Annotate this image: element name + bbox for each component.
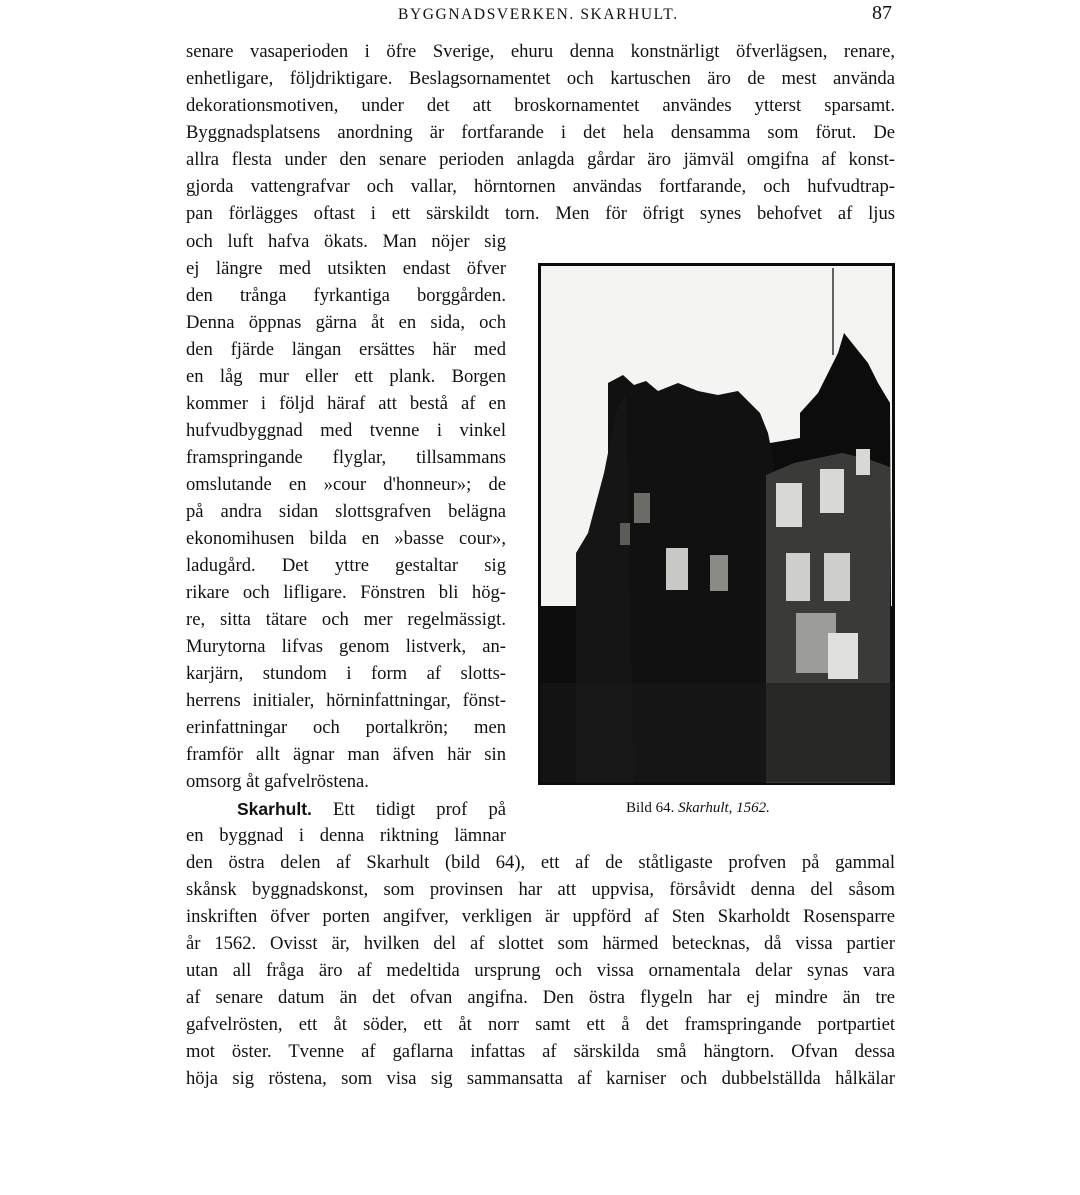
castle-photograph bbox=[538, 263, 895, 785]
window bbox=[710, 555, 728, 591]
text-line: hufvudbyggnad med tvenne i vinkel bbox=[186, 420, 506, 441]
text-line: ekonomihusen bilda en »basse cour», bbox=[186, 528, 506, 549]
text-line: dekorationsmotiven, under det att broskornamentet användes ytterst sparsamt. bbox=[186, 95, 895, 116]
text-line: gafvelrösten, ett åt söder, ett åt norr samt ett å det framspringande portpartiet bbox=[186, 1014, 895, 1035]
window bbox=[620, 523, 630, 545]
figure-caption bbox=[626, 800, 770, 817]
running-head: BYGGNADSVERKEN. SKARHULT. bbox=[398, 6, 679, 23]
text-line: Murytorna lifvas genom listverk, an- bbox=[186, 636, 506, 657]
text-line: år 1562. Ovisst är, hvilken del af slottet som härmed betecknas, då vissa partier bbox=[186, 933, 895, 954]
text-line: erinfattningar och portalkrön; men bbox=[186, 717, 506, 738]
page-number: 87 bbox=[872, 2, 892, 24]
portal bbox=[828, 633, 858, 679]
text-line: kommer i följd häraf att bestå af en bbox=[186, 393, 506, 414]
text-line: pan förlägges oftast i ett särskildt torn. Men för öfrigt synes behofvet af ljus bbox=[186, 203, 895, 224]
text-line: senare vasaperioden i öfre Sverige, ehuru denna konstnärligt öfverlägsen, renare, bbox=[186, 41, 895, 62]
text-line: på andra sidan slottsgrafven belägna bbox=[186, 501, 506, 522]
text-line: en låg mur eller ett plank. Borgen bbox=[186, 366, 506, 387]
text-line: ladugård. Det yttre gestaltar sig bbox=[186, 555, 506, 576]
text-line: enhetligare, följdriktigare. Beslagsornamentet och kartuschen äro de mest använda bbox=[186, 68, 895, 89]
text-line: ej längre med utsikten endast öfver bbox=[186, 258, 506, 279]
window bbox=[786, 553, 810, 601]
text-line: utan all fråga äro af medeltida ursprung och vissa ornamentala delar synas vara bbox=[186, 960, 895, 981]
text-line: rikare och lifligare. Fönstren bli hög- bbox=[186, 582, 506, 603]
figure-title: Skarhult, 1562. bbox=[678, 800, 770, 816]
foreground bbox=[541, 683, 892, 782]
running-header bbox=[186, 4, 896, 28]
text-line: skånsk byggnadskonst, som provinsen har att uppvisa, försåvidt denna del såsom bbox=[186, 879, 895, 900]
text-line: framspringande flyglar, tillsammans bbox=[186, 447, 506, 468]
window bbox=[856, 449, 870, 475]
text-line: framför allt ägnar man äfven här sin bbox=[186, 744, 506, 765]
text-line: Byggnadsplatsens anordning är fortfarande i det hela densamma som förut. De bbox=[186, 122, 895, 143]
text-line: karjärn, stundom i form af slotts- bbox=[186, 663, 506, 684]
text-line-with-heading bbox=[237, 796, 506, 823]
section-heading: Skarhult. bbox=[237, 799, 312, 819]
window bbox=[776, 483, 802, 527]
text-line: af senare datum än det ofvan angifna. Den östra flygeln har ej mindre än tre bbox=[186, 987, 895, 1008]
text-line: herrens initialer, hörninfattningar, fönst- bbox=[186, 690, 506, 711]
window bbox=[820, 469, 844, 513]
text-line: Denna öppnas gärna åt en sida, och bbox=[186, 312, 506, 333]
text-line: och luft hafva ökats. Man nöjer sig bbox=[186, 231, 506, 252]
text-line: re, sitta tätare och mer regelmässigt. bbox=[186, 609, 506, 630]
text-line: den trånga fyrkantiga borggården. bbox=[186, 285, 506, 306]
window bbox=[666, 548, 688, 590]
text-line: den fjärde längan ersättes här med bbox=[186, 339, 506, 360]
text-line: höja sig röstena, som visa sig sammansatta af karniser och dubbelställda hålkälar bbox=[186, 1068, 895, 1089]
text-line: allra flesta under den senare perioden anlagda gårdar äro jämväl omgifna af konst- bbox=[186, 149, 895, 170]
window bbox=[634, 493, 650, 523]
text-line: inskriften öfver porten angifver, verkligen är uppförd af Sten Skarholdt Rosensparre bbox=[186, 906, 895, 927]
text-line: omsorg åt gafvelröstena. bbox=[186, 771, 369, 792]
text-line: den östra delen af Skarhult (bild 64), ett af de ståtligaste profven på gammal bbox=[186, 852, 895, 873]
text-line: omslutande en »cour d'honneur»; de bbox=[186, 474, 506, 495]
text-line: en byggnad i denna riktning lämnar bbox=[186, 825, 506, 846]
text-fragment: Ett tidigt prof på bbox=[333, 799, 506, 820]
castle-photo-svg bbox=[538, 263, 895, 785]
text-line: mot öster. Tvenne af gaflarna infattas af särskilda små hängtorn. Ofvan dessa bbox=[186, 1041, 895, 1062]
text-line: gjorda vattengrafvar och vallar, hörntornen användas fortfarande, och hufvudtrap- bbox=[186, 176, 895, 197]
window bbox=[824, 553, 850, 601]
figure-label: Bild 64. bbox=[626, 800, 675, 816]
